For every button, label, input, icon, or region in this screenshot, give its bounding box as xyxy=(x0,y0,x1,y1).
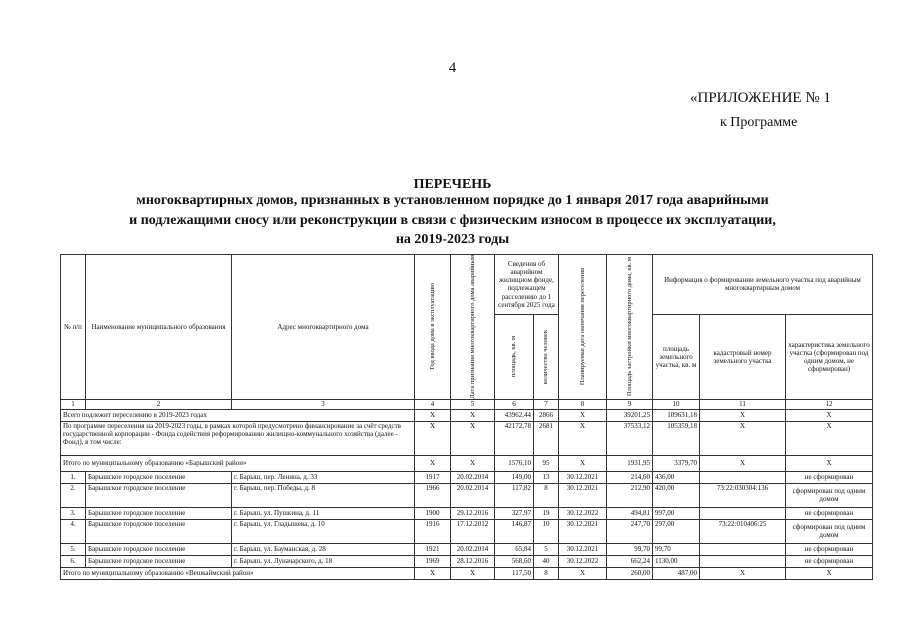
header-plan-date: Планируемая дата окончания переселения xyxy=(559,255,607,400)
doc-subtitle-1: многоквартирных домов, признанных в установленном порядке до 1 января 2017 года аварийными xyxy=(136,193,769,208)
header-year: Год ввода дома в эксплуатацию xyxy=(415,255,451,400)
housing-table xyxy=(60,254,873,580)
column-numbers-row: 1 2 3 4 5 6 7 8 9 10 11 12 xyxy=(61,399,873,409)
header-land-group: Информация о формировании земельного участка под аварийным многоквартирным домом xyxy=(653,255,873,315)
header-cadastral: кадастровый номер земельного участка xyxy=(700,314,786,399)
table-row: 3. Барышское городское поселение г. Барыш, ул. Пушкина, д. 11 1900 29.12.2016 327,97 19 30.12.2022 494,81 997,00 не сформирован xyxy=(61,507,873,519)
header-area: площадь, кв. м xyxy=(495,314,534,399)
header-land-area: площадь земельного участка, кв. м xyxy=(653,314,700,399)
summary-row: Всего подлежит переселению в 2019-2023 годах X X 43962,44 2866 X 39201,25 109631,18 X X xyxy=(61,409,873,421)
header-people: количество человек xyxy=(534,314,559,399)
doc-subtitle-3: на 2019-2023 годы xyxy=(395,232,510,247)
appendix-sub: к Программе xyxy=(720,115,798,130)
table-row: 1. Барышское городское поселение г. Барыш, пер. Ленина, д. 33 1917 20.02.2014 149,00 13 30.12.2021 214,60 436,00 не сформирован xyxy=(61,471,873,483)
summary-row: Итого по муниципальному образованию «Барышский район» X X 1576,10 95 X 1931,95 3379,70 X X xyxy=(61,455,873,471)
appendix-label: «ПРИЛОЖЕНИЕ № 1 xyxy=(690,90,831,106)
table-row: 4. Барышское городское поселение г. Барыш, ул. Гладышева, д. 10 1916 17.12.2012 146,87 10 30.12.2021 247,70 297,00 73:22:010406:25 сформирован под одним домом xyxy=(61,519,873,543)
header-num: № п/п xyxy=(61,255,86,400)
header-recognition-date: Дата признания многоквартирного дома аварийным xyxy=(451,255,495,400)
doc-subtitle-2: и подлежащими сносу или реконструкции в связи с физическим износом в процессе их эксплуатации, xyxy=(129,213,776,228)
summary-row-final: Итого по муниципальному образованию «Вешкаймский район» X X 117,50 8 X 260,00 487,00 X X xyxy=(61,567,873,579)
header-municipality: Наименование муниципального образования xyxy=(86,255,232,400)
table-row: 2. Барышское городское поселение г. Барыш, пер. Победы, д. 8 1966 20.02.2014 117,82 8 30.12.2021 212,90 420,00 73:22:030304:136 сформирован под одним домом xyxy=(61,483,873,507)
table-row: 6. Барышское городское поселение г. Барыш, ул. Луначарского, д. 18 1969 28.12.2016 568,60 40 30.12.2022 662,24 1130,00 не сформирован xyxy=(61,555,873,567)
summary-row: По программе переселения на 2019-2023 годы, в рамках которой предусмотрено финансирование за счёт средств государственной корпорации - Фонда содействия реформированию жилищно-коммунального хозяйства (далее - Фонд), в том числе: X X 42172,78 2681 X 37533,12 105359,18 X X xyxy=(61,421,873,455)
doc-title: ПЕРЕЧЕНЬ xyxy=(413,177,492,192)
header-info-group: Сведения об аварийном жилищном фонде, подлежащем расселению до 1 сентября 2025 года xyxy=(495,255,559,315)
page-number: 4 xyxy=(448,60,457,76)
table-row: 5. Барышское городское поселение г. Барыш, ул. Бауманская, д. 28 1921 20.02.2014 65,84 5 30.12.2021 99,70 99,70 не сформирован xyxy=(61,543,873,555)
header-build-area: Площадь застройки многоквартирного дома, кв. м xyxy=(607,255,653,400)
header-land-char: характеристика земельного участка (сформирован под одним домом, не сформирован) xyxy=(786,314,873,399)
header-address: Адрес многоквартирного дома xyxy=(232,255,415,400)
